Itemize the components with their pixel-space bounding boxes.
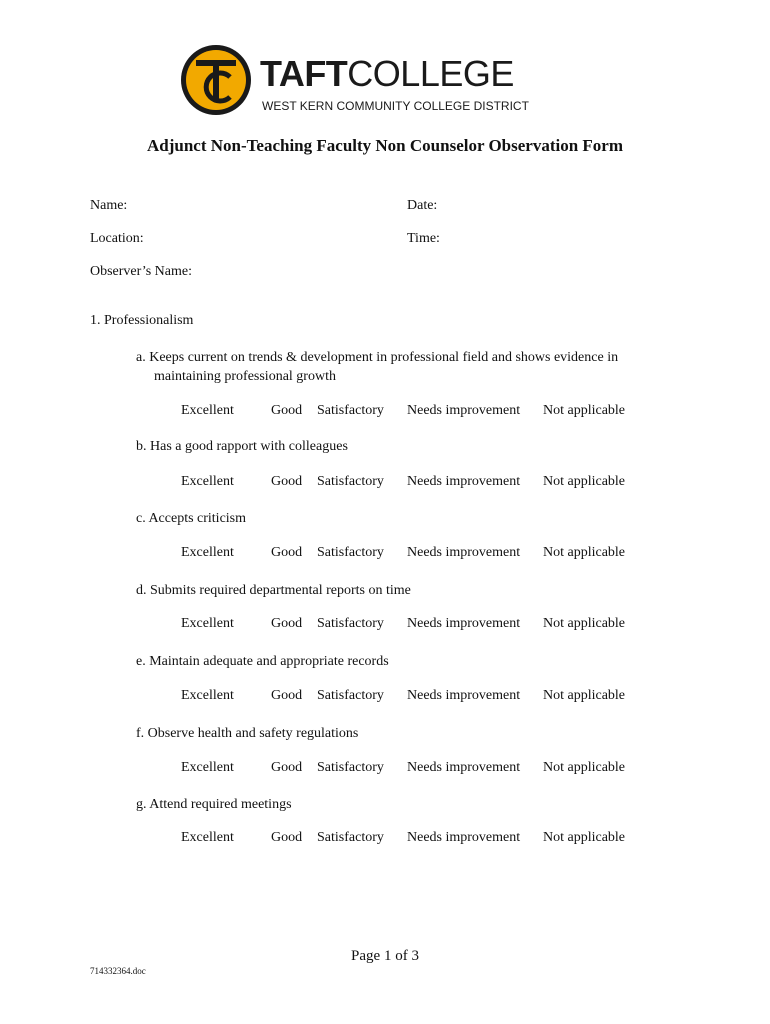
criterion-text: b. Has a good rapport with colleagues (136, 439, 348, 454)
rating-satisfactory: Satisfactory (317, 688, 384, 703)
rating-not-applicable: Not applicable (543, 403, 626, 418)
criterion-item (136, 652, 676, 671)
rating-needs-improvement: Needs improvement (407, 474, 521, 489)
rating-excellent: Excellent (181, 545, 234, 560)
rating-excellent: Excellent (181, 616, 234, 631)
observer-name-field-label: Observer’s Name: (90, 264, 192, 279)
rating-not-applicable: Not applicable (543, 688, 626, 703)
rating-needs-improvement: Needs improvement (407, 830, 521, 845)
criterion-item (136, 348, 676, 386)
page-number: Page 1 of 3 (351, 948, 419, 964)
rating-good: Good (271, 545, 303, 560)
rating-needs-improvement: Needs improvement (407, 688, 521, 703)
rating-satisfactory: Satisfactory (317, 474, 384, 489)
college-district: WEST KERN COMMUNITY COLLEGE DISTRICT (262, 99, 529, 113)
criterion-text: d. Submits required departmental reports on time (136, 583, 411, 598)
college-name (260, 53, 514, 94)
location-field-label: Location: (90, 231, 144, 246)
criterion-item (136, 509, 676, 528)
section-heading: 1. Professionalism (90, 313, 194, 328)
rating-satisfactory: Satisfactory (317, 830, 384, 845)
criterion-item (136, 581, 676, 600)
rating-good: Good (271, 616, 303, 631)
college-name-rest: COLLEGE (347, 53, 514, 94)
criterion-item (136, 795, 676, 814)
rating-satisfactory: Satisfactory (317, 760, 384, 775)
criterion-text: a. Keeps current on trends & development in professional field and shows evidence in (136, 350, 619, 365)
rating-needs-improvement: Needs improvement (407, 616, 521, 631)
criterion-item (136, 437, 676, 456)
rating-good: Good (271, 688, 303, 703)
criterion-text: c. Accepts criticism (136, 511, 247, 526)
rating-needs-improvement: Needs improvement (407, 545, 521, 560)
rating-excellent: Excellent (181, 474, 234, 489)
college-name-bold: TAFT (260, 53, 348, 94)
rating-good: Good (271, 403, 303, 418)
document-filename: 714332364.doc (90, 966, 146, 976)
rating-good: Good (271, 474, 303, 489)
rating-not-applicable: Not applicable (543, 830, 626, 845)
college-seal-icon (180, 44, 252, 116)
rating-satisfactory: Satisfactory (317, 545, 384, 560)
rating-not-applicable: Not applicable (543, 545, 626, 560)
name-field-label: Name: (90, 198, 128, 213)
college-logo (180, 44, 529, 118)
rating-excellent: Excellent (181, 403, 234, 418)
rating-not-applicable: Not applicable (543, 474, 626, 489)
date-field-label: Date: (407, 198, 438, 213)
rating-satisfactory: Satisfactory (317, 403, 384, 418)
form-title: Adjunct Non-Teaching Faculty Non Counselor Observation Form (146, 136, 624, 155)
criterion-text: e. Maintain adequate and appropriate records (136, 654, 389, 669)
rating-good: Good (271, 830, 303, 845)
criterion-text: f. Observe health and safety regulations (136, 726, 359, 741)
rating-needs-improvement: Needs improvement (407, 760, 521, 775)
rating-good: Good (271, 760, 303, 775)
rating-satisfactory: Satisfactory (317, 616, 384, 631)
criterion-text-continued: maintaining professional growth (154, 369, 336, 384)
criterion-text: g. Attend required meetings (136, 797, 292, 812)
rating-excellent: Excellent (181, 830, 234, 845)
rating-needs-improvement: Needs improvement (407, 403, 521, 418)
rating-not-applicable: Not applicable (543, 760, 626, 775)
rating-excellent: Excellent (181, 760, 234, 775)
rating-excellent: Excellent (181, 688, 234, 703)
time-field-label: Time: (407, 231, 440, 246)
rating-not-applicable: Not applicable (543, 616, 626, 631)
criterion-item (136, 724, 676, 743)
